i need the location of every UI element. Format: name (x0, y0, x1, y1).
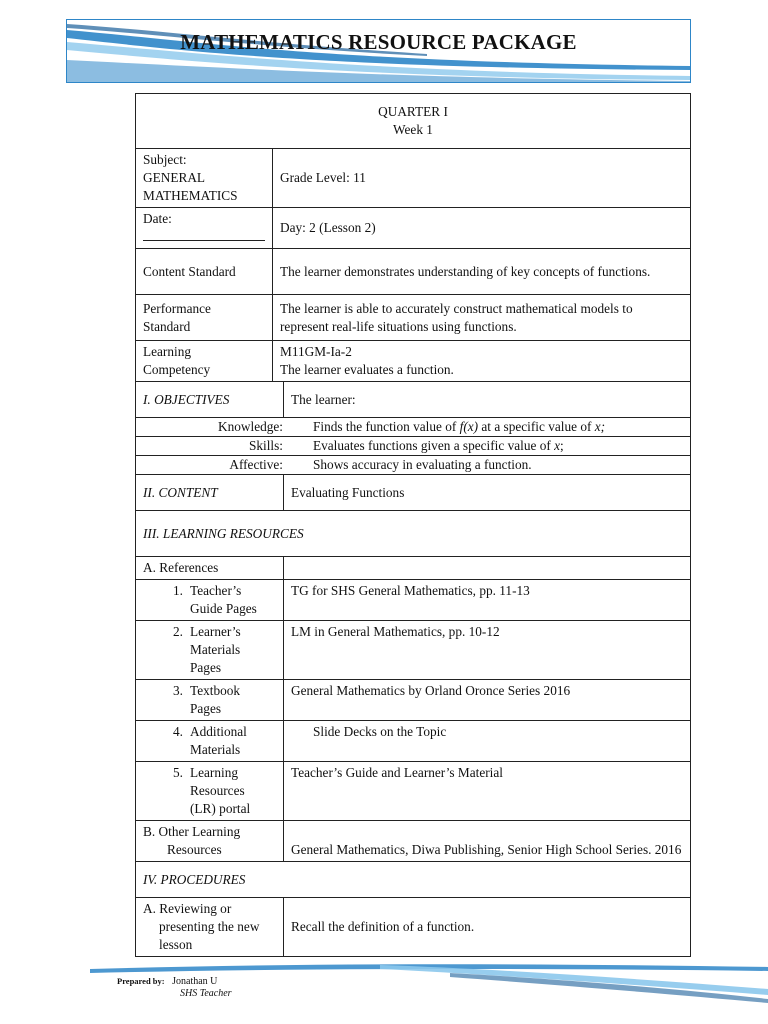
references-row (136, 557, 691, 580)
resource-item-value: Teacher’s Guide and Learner’s Material (284, 762, 691, 821)
procedure-a-text: Recall the definition of a function. (284, 898, 691, 957)
objective-knowledge-row (136, 418, 691, 437)
date-blank-line (143, 232, 265, 241)
day-label: Day: 2 (Lesson 2) (273, 208, 691, 249)
skills-label: Skills: (249, 438, 283, 453)
footer-swoosh-graphic (0, 955, 768, 1024)
author-role: SHS Teacher (180, 988, 232, 999)
other-resources-label: B. Other Learning Resources (136, 821, 284, 862)
prepared-by-label: Prepared by: (117, 976, 165, 986)
resource-item-value: LM in General Mathematics, pp. 10-12 (284, 621, 691, 680)
content-standard-row (136, 249, 691, 295)
learning-competency-text: M11GM-Ia-2 The learner evaluates a function. (273, 341, 691, 382)
resource-item-value: Slide Decks on the Topic (284, 721, 691, 762)
author-name: Jonathan U (172, 976, 218, 987)
document-title: MATHEMATICS RESOURCE PACKAGE (180, 30, 577, 54)
lesson-plan-table (135, 93, 691, 957)
procedure-a-row (136, 898, 691, 957)
references-label: A. References (136, 557, 284, 580)
performance-standard-row (136, 295, 691, 341)
affective-label: Affective: (229, 457, 283, 472)
performance-standard-label: Performance Standard (136, 295, 273, 341)
content-text: Evaluating Functions (284, 475, 691, 511)
subject-label: Subject: (143, 152, 187, 167)
resource-item-row: 2. Learner’s Materials Pages LM in General Mathematics, pp. 10-12 (136, 621, 691, 680)
affective-text: Shows accuracy in evaluating a function. (313, 457, 532, 472)
date-label: Date: (143, 211, 172, 226)
resource-item-value: General Mathematics by Orland Oronce Series 2016 (284, 680, 691, 721)
content-row (136, 475, 691, 511)
learning-resources-heading-row (136, 511, 691, 557)
procedure-a-label: A. Reviewing or presenting the new lesson (136, 898, 284, 957)
content-heading: II. CONTENT (136, 475, 284, 511)
knowledge-text: Finds the function value of f(x) at a specific value of x; (313, 419, 606, 434)
grade-level: Grade Level: 11 (273, 149, 691, 208)
objectives-row (136, 382, 691, 418)
resource-item-row: 1. Teacher’s Guide Pages TG for SHS General Mathematics, pp. 11-13 (136, 580, 691, 621)
procedures-heading: IV. PROCEDURES (136, 862, 691, 898)
header-banner (66, 19, 691, 83)
resource-item-row: 3. Textbook Pages General Mathematics by Orland Oronce Series 2016 (136, 680, 691, 721)
resource-item-label: Learner’s Materials Pages (190, 624, 241, 675)
objective-skills-row (136, 437, 691, 456)
other-resources-value: General Mathematics, Diwa Publishing, Senior High School Series. 2016 (284, 821, 691, 862)
objective-affective-row (136, 456, 691, 475)
learning-competency-row (136, 341, 691, 382)
other-resources-row (136, 821, 691, 862)
resource-item-label: Additional Materials (190, 724, 247, 757)
performance-standard-text: The learner is able to accurately construct mathematical models to represent real-life situations using functions. (273, 295, 691, 341)
prepared-by (117, 976, 217, 987)
resource-item-label: Learning Resources (LR) portal (190, 765, 251, 816)
content-standard-text: The learner demonstrates understanding of key concepts of functions. (273, 249, 691, 295)
resource-item-label: Textbook Pages (190, 683, 241, 716)
learning-competency-label: Learning Competency (136, 341, 273, 382)
skills-text: Evaluates functions given a specific value of x; (313, 438, 564, 453)
resource-item-label: Teacher’s Guide Pages (190, 583, 257, 616)
knowledge-label: Knowledge: (218, 419, 283, 434)
resource-item-value: TG for SHS General Mathematics, pp. 11-13 (284, 580, 691, 621)
subject-value: GENERAL MATHEMATICS (143, 170, 238, 203)
week-label: Week 1 (393, 122, 433, 137)
subject-row (136, 149, 691, 208)
quarter-label: QUARTER I (378, 104, 448, 119)
procedures-heading-row (136, 862, 691, 898)
resource-item-row: 4. Additional Materials Slide Decks on the Topic (136, 721, 691, 762)
objectives-intro: The learner: (284, 382, 691, 418)
resource-item-row: 5. Learning Resources (LR) portal Teacher’s Guide and Learner’s Material (136, 762, 691, 821)
quarter-row (136, 94, 691, 149)
date-row (136, 208, 691, 249)
content-standard-label: Content Standard (136, 249, 273, 295)
learning-resources-heading: III. LEARNING RESOURCES (136, 511, 691, 557)
objectives-heading: I. OBJECTIVES (136, 382, 284, 418)
